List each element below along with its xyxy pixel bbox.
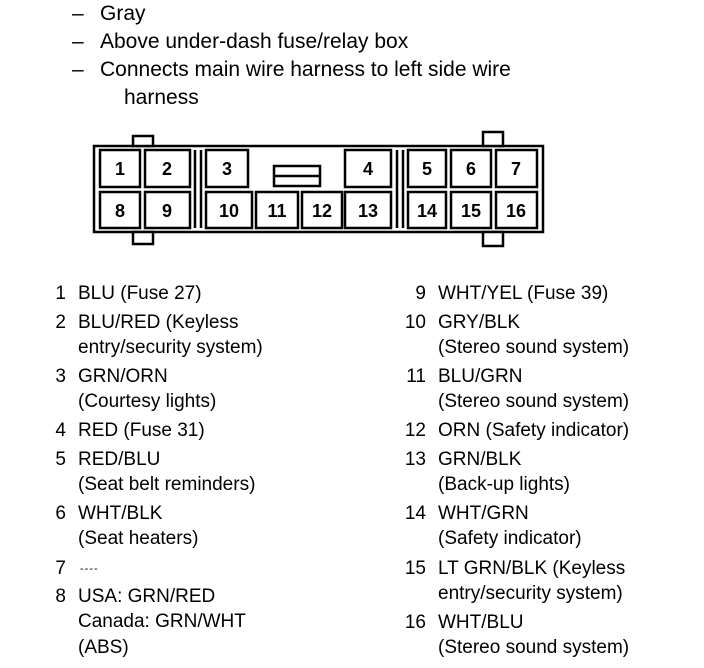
locking-tab [133,232,153,244]
pin-label-top: 5 [421,159,433,179]
pin-label-bottom: 15 [460,201,482,221]
pin-label-top: 4 [362,159,374,179]
connector-diagram [0,0,704,260]
pin-label-top: 7 [510,159,522,179]
locking-tab [483,232,503,246]
pin-label-bottom: 11 [267,201,287,221]
header-line-function: – Connects main wire harness to left side wire [72,56,511,84]
pin-label-bottom: 10 [218,201,240,221]
pin-label-top: 1 [114,159,126,179]
pin-label-top: 2 [161,159,173,179]
pin-label-bottom: 16 [505,201,527,221]
pin-label-bottom: 14 [416,201,438,221]
header-line-continuation: harness [124,86,199,109]
pin-label-top: 6 [465,159,477,179]
dash-bullet: – [72,30,84,53]
header-line-color: – Gray [72,0,146,28]
pin-label-bottom: 12 [311,201,333,221]
locking-tab [483,132,503,146]
dash-bullet: – [72,2,84,25]
locking-tab [133,136,153,146]
pin-label-bottom: 9 [161,201,173,221]
pin-label-top: 3 [221,159,233,179]
pin-label-bottom: 13 [357,201,379,221]
header-line-location: – Above under-dash fuse/relay box [72,28,408,56]
pin-label-bottom: 8 [114,201,126,221]
dash-bullet: – [72,58,84,81]
